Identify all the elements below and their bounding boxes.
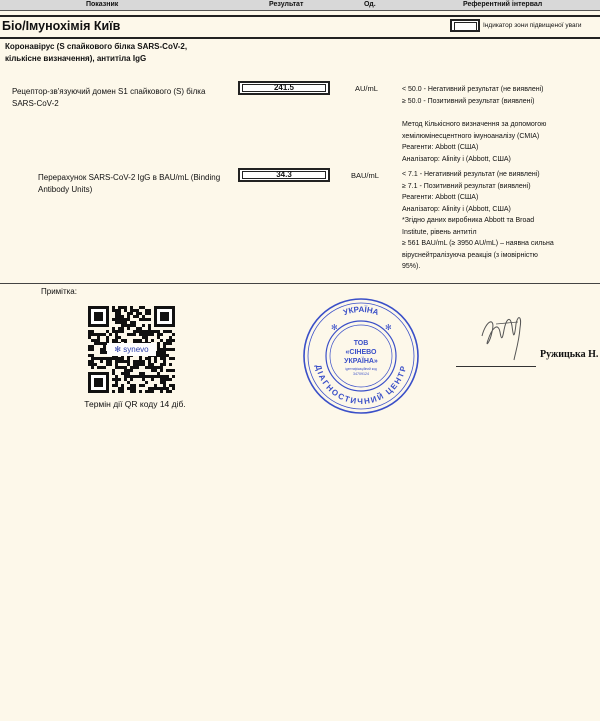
snowflake-icon: ✻ (114, 345, 122, 354)
col-result: Результат (269, 1, 304, 8)
attention-indicator-box (450, 19, 480, 32)
signature-line (456, 366, 536, 367)
ref-line (402, 107, 600, 119)
section-title: Біо/Імунохімія Київ (2, 19, 121, 33)
qr-logo-text: synevo (123, 345, 149, 354)
svg-text:✻: ✻ (331, 323, 338, 332)
col-reference: Референтний інтервал (463, 1, 543, 8)
column-header (0, 0, 600, 11)
param-name-bau: Перерахунок SARS-CoV-2 IgG в BAU/mL (Binding Antibody Units) (38, 173, 221, 194)
ref-line: ≥ 7.1 - Позитивний результат (виявлені) (402, 182, 531, 190)
svg-text:УКРАЇНА: УКРАЇНА (342, 304, 380, 318)
attention-indicator-label: Індикатор зони підвищеної уваги (483, 22, 582, 29)
ref-line: < 7.1 - Негативний результат (не виявлені) (402, 171, 540, 178)
ref-line: віруснейтралізуюча реакція (з імовірністю (402, 251, 538, 259)
company-stamp (301, 296, 421, 416)
ref-line: Institute, рівень антитіл (402, 228, 477, 236)
ref-line: Метод Кількісного визначення за допомогою (402, 121, 547, 128)
signature (452, 302, 552, 366)
result-value-rbd: 241.5 (238, 81, 330, 95)
qr-caption: Термін дії QR коду 14 діб. (84, 399, 186, 409)
ref-line: Реагенти: Abbott (США) (402, 144, 479, 151)
note-label: Примітка: (41, 287, 77, 296)
svg-text:34709124: 34709124 (353, 372, 369, 376)
reference-rbd (402, 84, 600, 165)
result-value-bau: 34.3 (238, 168, 330, 182)
svg-text:✻: ✻ (385, 323, 392, 332)
reference-bau (402, 169, 600, 273)
ref-line: Аналізатор: Alinity i (Abbott, США) (402, 205, 511, 213)
ref-line: < 50.0 - Негативний результат (не виявлені) (402, 86, 544, 93)
ref-line: 95%). (402, 263, 421, 270)
test-title: Коронавірус (S спайкового білка SARS-CoV-2, кількісне визначення), антитіла IgG (5, 42, 188, 63)
ref-line: Реагенти: Abbott (США) (402, 194, 479, 201)
unit-bau: BAU/mL (351, 171, 379, 180)
ref-line: ≥ 50.0 - Позитивний результат (виявлені) (402, 97, 535, 105)
qr-code[interactable] (88, 306, 175, 393)
col-parameter: Показник (86, 1, 119, 8)
qr-logo (107, 343, 156, 356)
col-unit: Од. (364, 1, 376, 8)
section-bar (0, 15, 600, 39)
ref-line: *Згідно даних виробника Abbott та Broad (402, 217, 535, 224)
divider (0, 283, 600, 284)
unit-rbd: AU/mL (355, 84, 378, 93)
svg-text:УКРАЇНА»: УКРАЇНА» (344, 358, 378, 365)
param-name-rbd: Рецептор-зв'язуючий домен S1 спайкового (S) білка SARS-CoV-2 (12, 87, 206, 108)
svg-text:«СІНЕВО: «СІНЕВО (345, 349, 377, 356)
ref-line: ≥ 561 BAU/mL (≥ 3950 AU/mL) – наявна сильна (402, 240, 554, 247)
ref-line: Аналізатор: Alinity i (Abbott, США) (402, 155, 511, 163)
svg-text:ідентифікаційний код: ідентифікаційний код (345, 367, 377, 371)
signer-name: Ружицька Н. (540, 349, 599, 360)
svg-text:ДІАГНОСТИЧНИЙ ЦЕНТР: ДІАГНОСТИЧНИЙ ЦЕНТР (313, 363, 409, 406)
ref-line: хемілюмінесцентного імуноаналізу (CMIA) (402, 132, 540, 140)
svg-text:ТОВ: ТОВ (353, 340, 369, 347)
